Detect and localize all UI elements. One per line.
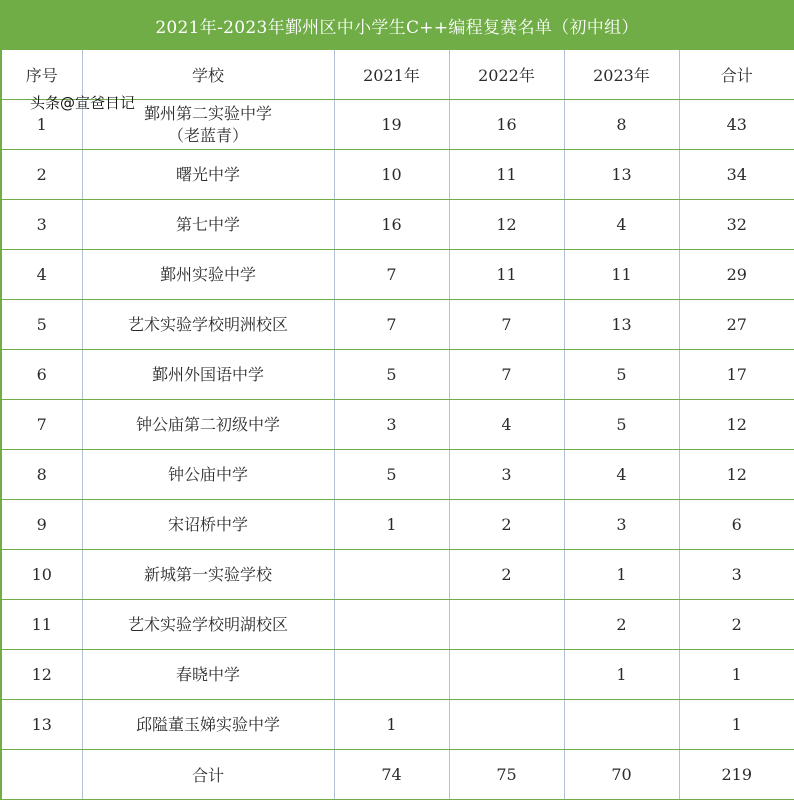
- cell-2022: 11: [449, 250, 564, 300]
- cell-2023: 11: [564, 250, 679, 300]
- table-row: [1, 200, 794, 250]
- cell-2022: [449, 650, 564, 700]
- table-row: [1, 450, 794, 500]
- cell-school: [82, 500, 334, 550]
- col-header-2022: 2022年: [449, 50, 564, 100]
- cell-school: [82, 250, 334, 300]
- table-row: [1, 400, 794, 450]
- cell-2022: 2: [449, 500, 564, 550]
- school-name: 鄞州第二实验中学: [143, 103, 272, 123]
- cell-total: 27: [679, 300, 794, 350]
- cell-2021: [334, 600, 449, 650]
- school-name: 新城第一实验学校: [143, 564, 272, 584]
- cell-2023: 8: [564, 100, 679, 150]
- school-name: 鄞州外国语中学: [151, 364, 264, 384]
- col-header-no: 序号: [1, 50, 82, 100]
- col-header-school: 学校: [82, 50, 334, 100]
- cell-2022: 12: [449, 200, 564, 250]
- cell-2022: [449, 600, 564, 650]
- cell-2023: 13: [564, 300, 679, 350]
- cell-school: [82, 600, 334, 650]
- cell-2021: 7: [334, 250, 449, 300]
- school-name: 第七中学: [175, 214, 240, 234]
- table-row: [1, 600, 794, 650]
- cell-school: [82, 200, 334, 250]
- cell-2023: 4: [564, 450, 679, 500]
- cell-2022: 3: [449, 450, 564, 500]
- table-row: [1, 150, 794, 200]
- school-name: 艺术实验学校明洲校区: [127, 314, 288, 334]
- cell-school: [82, 700, 334, 750]
- cell-school: [82, 550, 334, 600]
- col-header-2021: 2021年: [334, 50, 449, 100]
- cell-total: 34: [679, 150, 794, 200]
- totals-row: [1, 750, 794, 800]
- cell-no: 11: [1, 600, 82, 650]
- cell-no: 4: [1, 250, 82, 300]
- cell-2023: 2: [564, 600, 679, 650]
- table-row: [1, 350, 794, 400]
- cell-no: 5: [1, 300, 82, 350]
- school-name: 钟公庙中学: [167, 464, 248, 484]
- cell-2023: 1: [564, 650, 679, 700]
- cell-2021: 3: [334, 400, 449, 450]
- cell-total: 2: [679, 600, 794, 650]
- totals-2021: 74: [334, 750, 449, 800]
- cell-2021: 5: [334, 450, 449, 500]
- table-row: [1, 700, 794, 750]
- cell-2023: 1: [564, 550, 679, 600]
- cell-2022: 11: [449, 150, 564, 200]
- school-name: 宋诏桥中学: [167, 514, 248, 534]
- school-alias: （老蓝青）: [167, 125, 248, 145]
- school-name: 春晓中学: [175, 664, 240, 684]
- cell-school: [82, 400, 334, 450]
- cell-2022: 16: [449, 100, 564, 150]
- cell-no: 8: [1, 450, 82, 500]
- cell-2021: 5: [334, 350, 449, 400]
- table-title: 2021年-2023年鄞州区中小学生C++编程复赛名单（初中组）: [0, 0, 794, 50]
- cell-no: 7: [1, 400, 82, 450]
- cell-school: [82, 450, 334, 500]
- cell-2023: 13: [564, 150, 679, 200]
- cell-total: 1: [679, 700, 794, 750]
- table-row: [1, 250, 794, 300]
- cell-total: 6: [679, 500, 794, 550]
- col-header-2023: 2023年: [564, 50, 679, 100]
- table-row: [1, 550, 794, 600]
- totals-total: 219: [679, 750, 794, 800]
- cell-total: 12: [679, 450, 794, 500]
- cell-2022: 7: [449, 300, 564, 350]
- school-name: 艺术实验学校明湖校区: [127, 614, 288, 634]
- cell-2023: [564, 700, 679, 750]
- cell-2022: [449, 700, 564, 750]
- school-name: 钟公庙第二初级中学: [135, 414, 280, 434]
- cell-total: 32: [679, 200, 794, 250]
- school-name: 曙光中学: [175, 164, 240, 184]
- cell-no: 13: [1, 700, 82, 750]
- cell-no: 1: [1, 100, 82, 150]
- watermark: 头条@宣爸日记: [30, 94, 136, 112]
- cell-no: 9: [1, 500, 82, 550]
- cell-no: 12: [1, 650, 82, 700]
- cell-total: 3: [679, 550, 794, 600]
- cell-2021: 1: [334, 500, 449, 550]
- roster-table: [0, 50, 794, 800]
- cell-total: 1: [679, 650, 794, 700]
- cell-2021: 7: [334, 300, 449, 350]
- totals-label: 合计: [82, 750, 334, 800]
- cell-no: 10: [1, 550, 82, 600]
- cell-2021: 10: [334, 150, 449, 200]
- cell-2023: 3: [564, 500, 679, 550]
- cell-total: 43: [679, 100, 794, 150]
- table-row: [1, 300, 794, 350]
- table-row: [1, 500, 794, 550]
- cell-2021: [334, 650, 449, 700]
- school-name: 鄞州实验中学: [159, 264, 256, 284]
- cell-2021: [334, 550, 449, 600]
- cell-2023: 4: [564, 200, 679, 250]
- cell-2021: 16: [334, 200, 449, 250]
- table-row: [1, 650, 794, 700]
- cell-school: [82, 300, 334, 350]
- cell-2022: 2: [449, 550, 564, 600]
- cell-2022: 4: [449, 400, 564, 450]
- cell-2023: 5: [564, 350, 679, 400]
- cell-2021: 19: [334, 100, 449, 150]
- cell-no: 3: [1, 200, 82, 250]
- cell-2022: 7: [449, 350, 564, 400]
- cell-school: [82, 650, 334, 700]
- totals-2022: 75: [449, 750, 564, 800]
- cell-no: 2: [1, 150, 82, 200]
- cell-school: [82, 350, 334, 400]
- cell-2021: 1: [334, 700, 449, 750]
- cell-total: 17: [679, 350, 794, 400]
- school-name: 邱隘董玉娣实验中学: [135, 714, 280, 734]
- cell-school: [82, 150, 334, 200]
- cell-total: 29: [679, 250, 794, 300]
- totals-2023: 70: [564, 750, 679, 800]
- cell-total: 12: [679, 400, 794, 450]
- cell-2023: 5: [564, 400, 679, 450]
- cell-no: 6: [1, 350, 82, 400]
- col-header-total: 合计: [679, 50, 794, 100]
- totals-no: [1, 750, 82, 800]
